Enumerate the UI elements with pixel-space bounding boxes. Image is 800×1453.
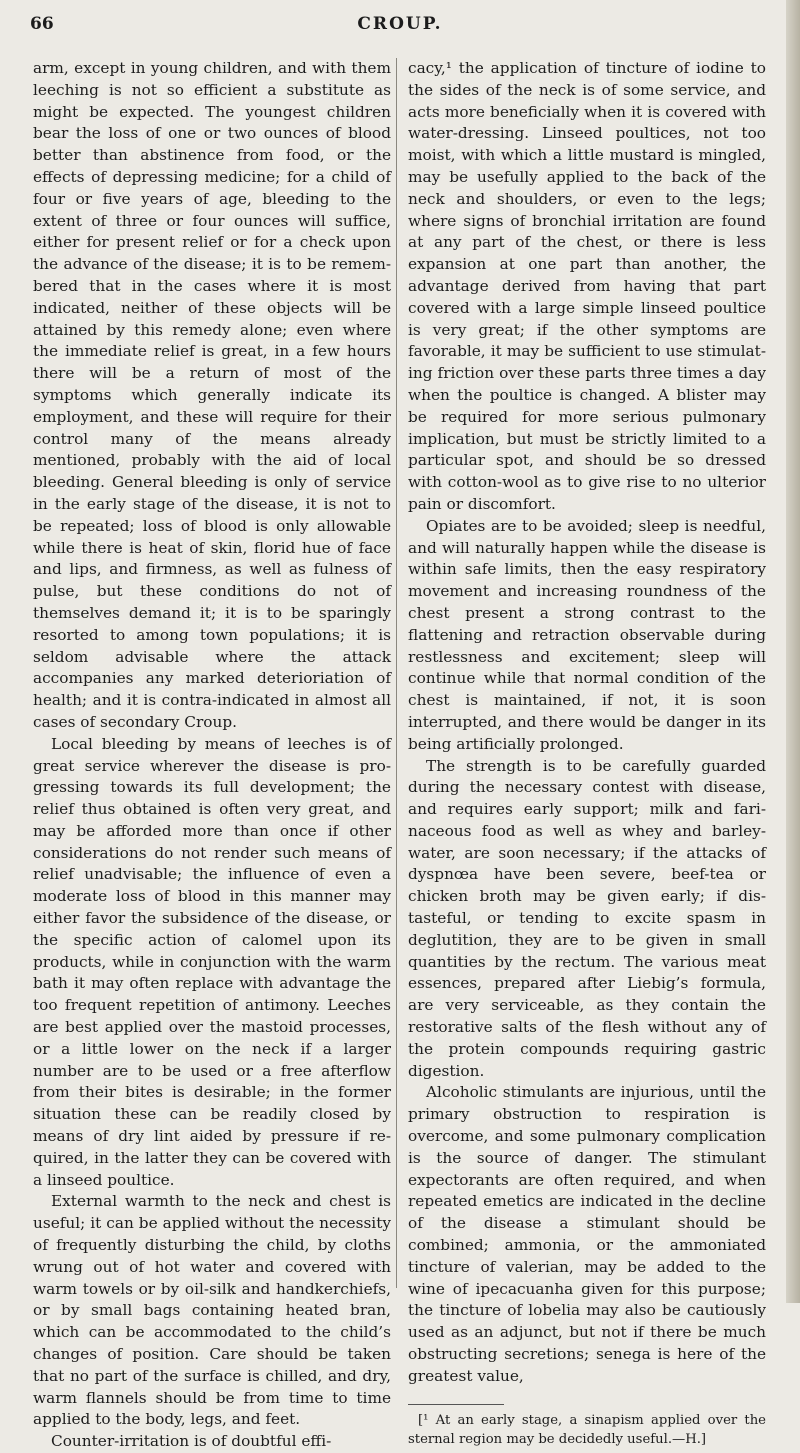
column-rule [396, 58, 397, 1288]
paragraph: Opiates are to be avoided; sleep is needful, and will naturally happen while the disease is within safe limits, then the easy respiratory movement and increasing roundness of the chest present a strong contrast to the flattening and retraction observable during restlessness and excitement; sleep will continue while that normal condition of the chest is maintained, if not, it is soon interrupted, and there would be danger in its being artificially prolonged. [408, 516, 766, 753]
footnote-rule [408, 1404, 504, 1405]
right-column [408, 58, 766, 1449]
paragraph: Local bleeding by means of leeches is of great service wherever the disease is progressing towards its full development; the relief thus obtained is often very great, and may be afforded more than once if other considerations do not render such means of relief unadvisable; the influence of even a moderate loss of blood in this manner may either favor the subsidence of the disease, or the specific action of calomel upon its products, while in conjunction with the warm bath it may often replace with advantage the too frequent repetition of antimony. Leeches are best applied over the mastoid processes, or a little lower on the neck if a larger number are to be used or a free afterflow from their bites is desirable; in the former situation these can be readily closed by means of dry lint aided by pressure if required, in the latter they can be covered with a linseed poultice. [33, 734, 391, 1189]
paragraph: cacy,¹ the application of tincture of iodine to the sides of the neck is of some service, and acts more beneficially when it is covered with water-dressing. Linseed poultices, not too moist, with which a little mustard is mingled, may be usefully applied to the back of the neck and shoulders, or even to the legs; where signs of bronchial irritation are found at any part of the chest, or there is less expansion at one part than another, the advantage derived from having that part covered with a large simple linseed poultice is very great; if the other symptoms are favorable, it may be sufficient to use stimulating friction over these parts three times a day when the poultice is changed. A blister may be required for more serious pulmonary implication, but must be strictly limited to a particular spot, and should be so dressed with cotton-wool as to give rise to no ulterior pain or discomfort. [408, 59, 766, 513]
paragraph: Alcoholic stimulants are injurious, until the primary obstruction to respiration is overcome, and some pulmonary complication is the source of danger. The stimulant expectorants are often required, and when repeated emetics are indicated in the decline of the disease a stimulant should be combined; ammonia, or the ammoniated tincture of valerian, may be added to the wine of ipecacuanha given for this purpose; the tincture of lobelia may also be cautiously used as an adjunct, but not if there be much obstructing secretions; senega is here of the greatest value, [408, 1083, 766, 1385]
footnote: [¹ At an early stage, a sinapism applied over the sternal region may be decidedly useful.—H.] [408, 1412, 766, 1447]
paragraph: Counter-irritation is of doubtful effi- [51, 1432, 332, 1451]
paragraph: arm, except in young children, and with them leeching is not so efficient a substitute as might be expected. The youngest children bear the loss of one or two ounces of blood better than abstinence from food, or the effects of depressing medicine; for a child of four or five years of age, bleeding to the extent of three or four ounces will suffice, either for present relief or for a check upon the advance of the disease; it is to be remembered that in the cases where it is most indicated, neither of these objects will be attained by this remedy alone; even where the immediate relief is great, in a few hours there will be a return of most of the symptoms which generally indicate its employment, and these will require for their control many of the means already mentioned, probably with the aid of local bleeding. General bleeding is only of service in the early stage of the disease, it is not to be repeated; loss of blood is only allowable while there is heat of skin, florid hue of face and lips, and firmness, as well as fulness of pulse, but these conditions do not of themselves demand it; it is to be sparingly resorted to among town populations; it is seldom advisable where the attack accompanies any marked deterioriation of health; and it is contra-indicated in almost all cases of secondary Croup. [33, 59, 391, 731]
paragraph: External warmth to the neck and chest is useful; it can be applied without the necessity of frequently disturbing the child, by cloths wrung out of hot water and covered with warm towels or by oil-silk and handkerchiefs, or by small bags containing heated bran, which can be accommodated to the child’s changes of position. Care should be taken that no part of the surface is chilled, and dry, warm flannels should be from time to time applied to the body, legs, and feet. [33, 1192, 391, 1429]
paragraph: The strength is to be carefully guarded during the necessary contest with disease, and requires early support; milk and farinaceous food as well as whey and barley-water, are soon necessary; if the attacks of dyspnœa have been severe, beef-tea or chicken broth may be given early; if distasteful, or tending to excite spasm in deglutition, they are to be given in small quantities by the rectum. The various meat essences, prepared after Liebig’s formula, are very serviceable, as they contain the restorative salts of the flesh without any of the protein compounds requiring gastric digestion. [408, 756, 766, 1080]
left-column [33, 58, 391, 1453]
page-number: 66 [30, 14, 54, 34]
page-edge [786, 0, 800, 1303]
running-title: CROUP. [357, 14, 443, 34]
